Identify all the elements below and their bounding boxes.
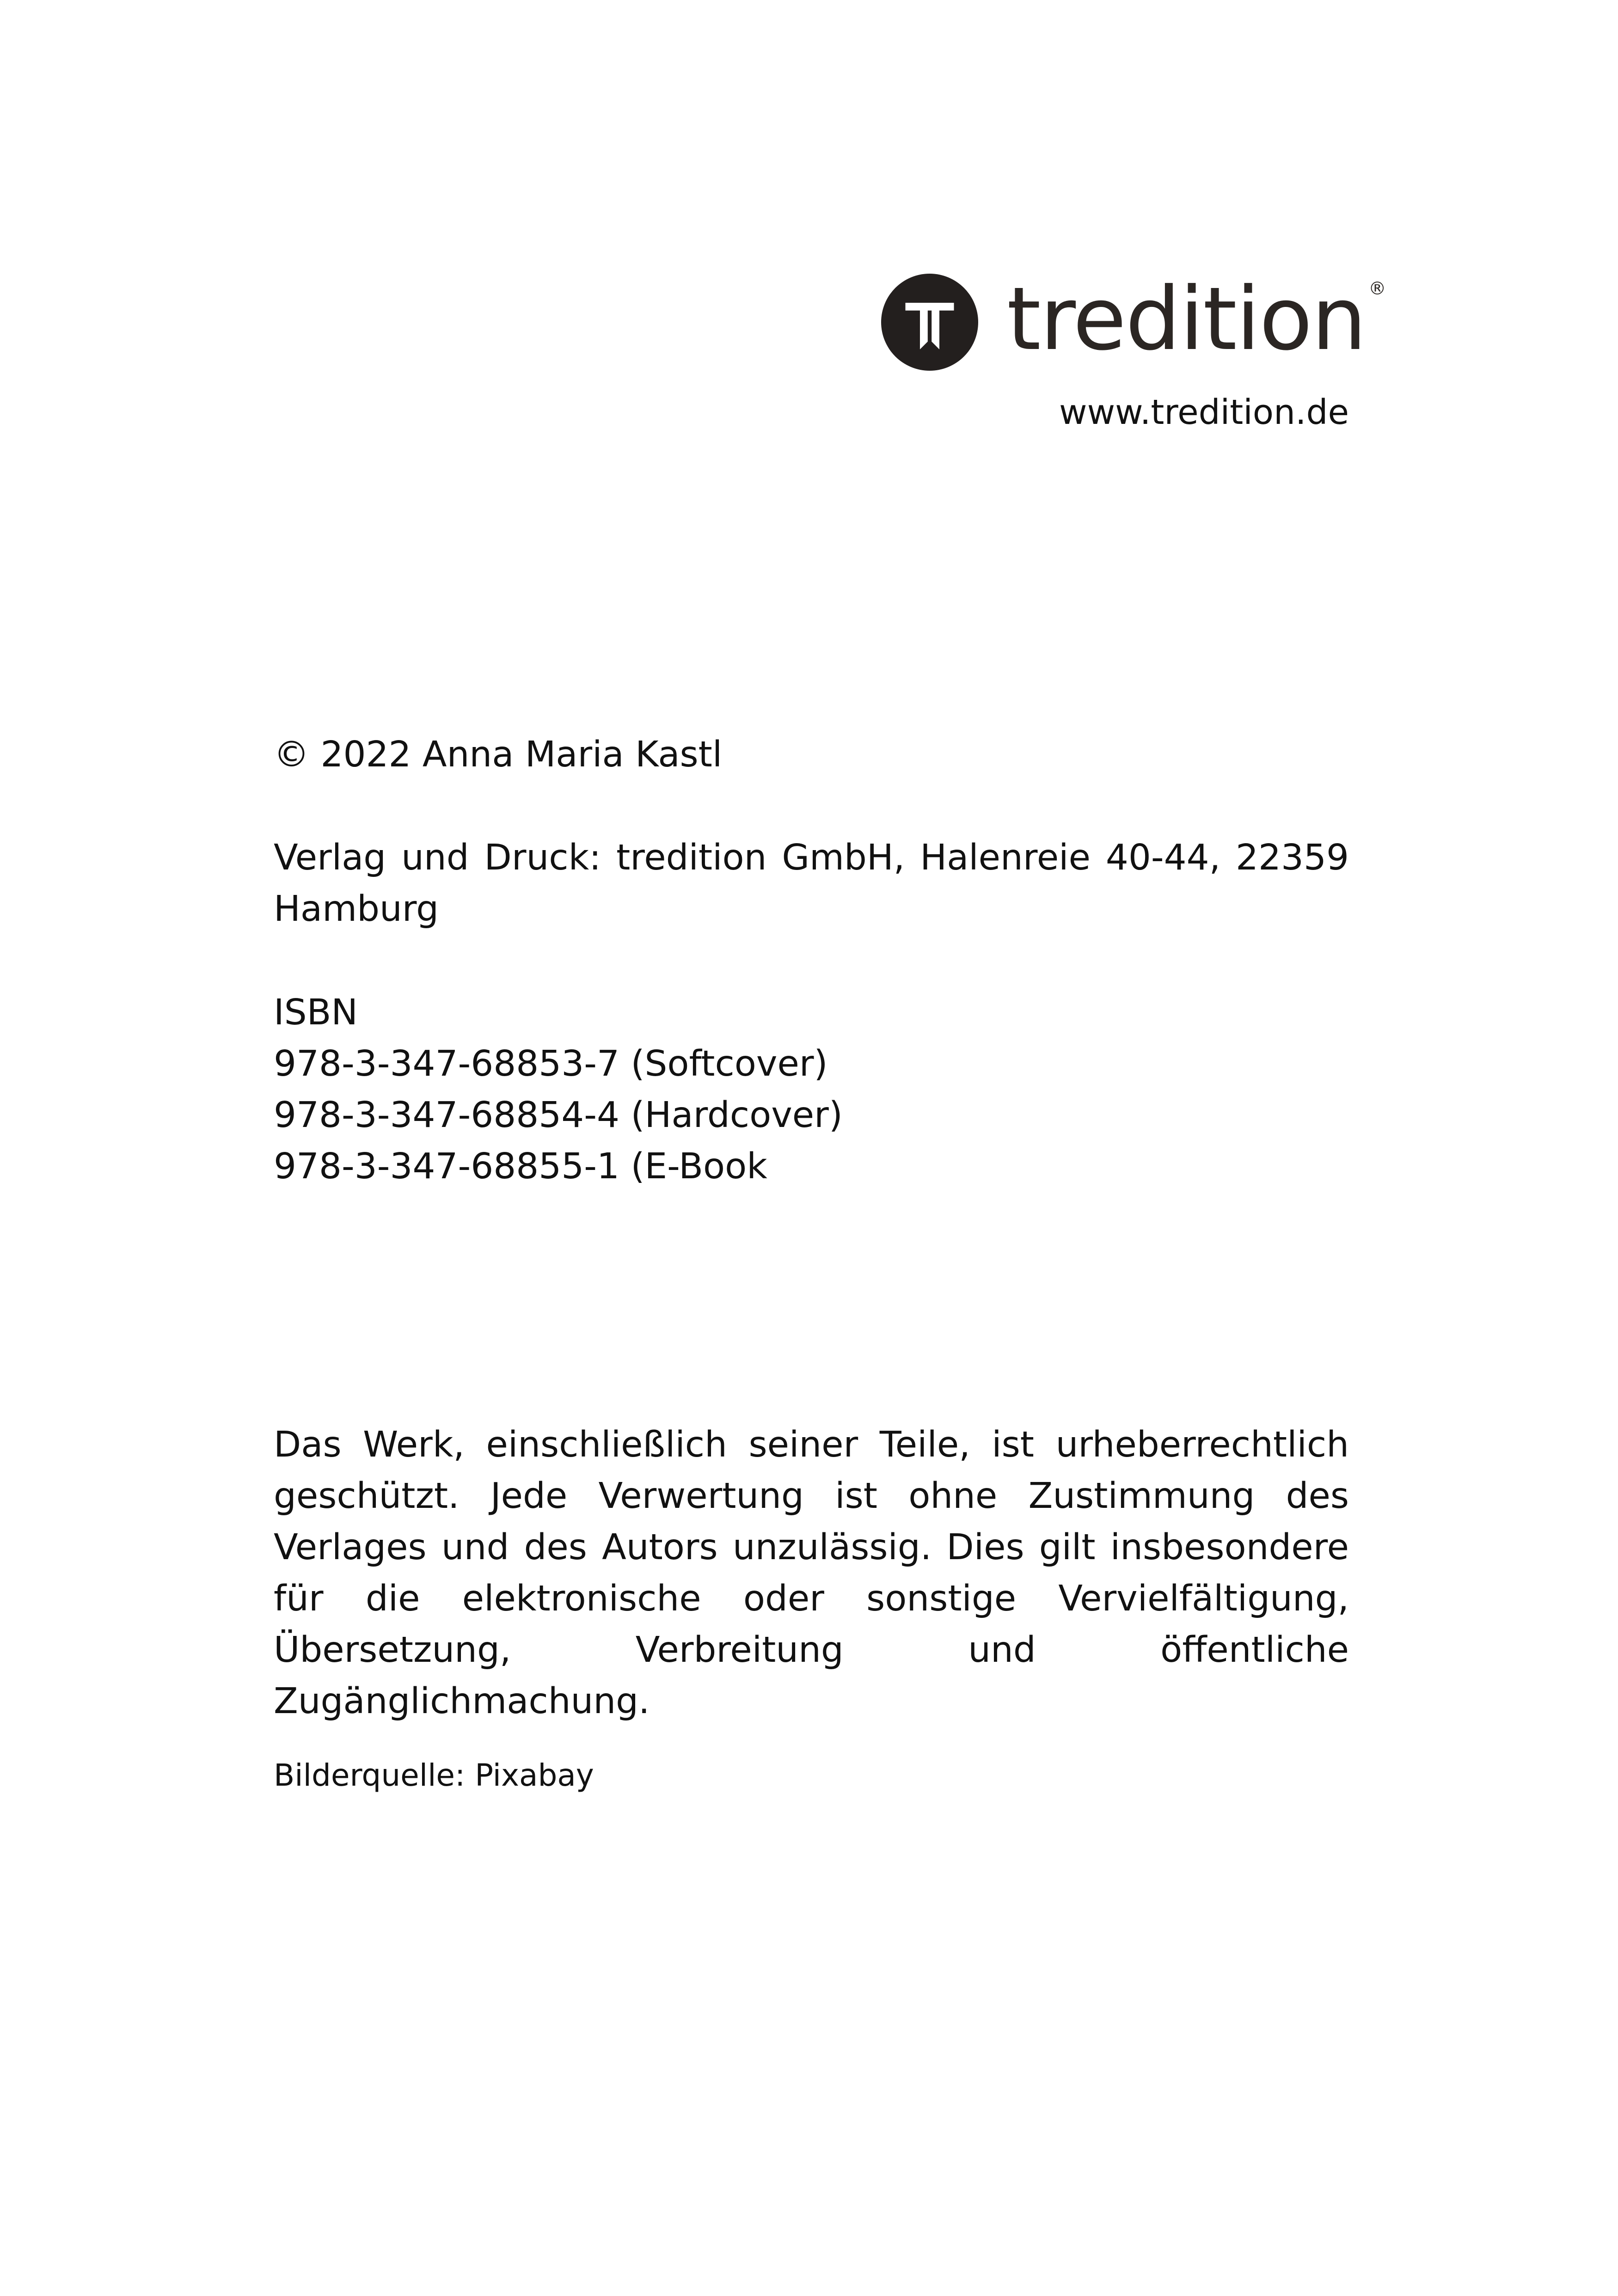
isbn-softcover: 978-3-347-68853-7 (Softcover) xyxy=(274,1043,828,1084)
rights-notice: Das Werk, einschließlich seiner Teile, ist urheberrechtlich geschützt. Jede Verwertung ist ohne Zustimmung des Verlages und des Autors unzulässig. Dies gilt insbesondere für die elektronische oder sonstige Vervielfältigung, Übersetzung, Verbreitung und öffentliche Zugänglichmachung. xyxy=(274,1424,1349,1722)
image-credit: Bilderquelle: Pixabay xyxy=(274,1757,594,1793)
publisher-logo xyxy=(881,269,1385,371)
logo-wordmark: tredition ® xyxy=(1007,269,1385,370)
copyright-line: © 2022 Anna Maria Kastl xyxy=(274,734,723,775)
isbn-ebook: 978-3-347-68855-1 (E-Book xyxy=(274,1146,767,1187)
isbn-section xyxy=(274,987,1349,1192)
tredition-t-icon xyxy=(881,274,978,371)
isbn-label: ISBN xyxy=(274,992,358,1033)
publisher-address: Verlag und Druck: tredition GmbH, Halenreie 40-44, 22359 Hamburg xyxy=(274,837,1349,930)
publisher-website: www.tredition.de xyxy=(1059,392,1349,432)
registered-mark: ® xyxy=(1368,278,1385,299)
isbn-hardcover: 978-3-347-68854-4 (Hardcover) xyxy=(274,1095,843,1136)
